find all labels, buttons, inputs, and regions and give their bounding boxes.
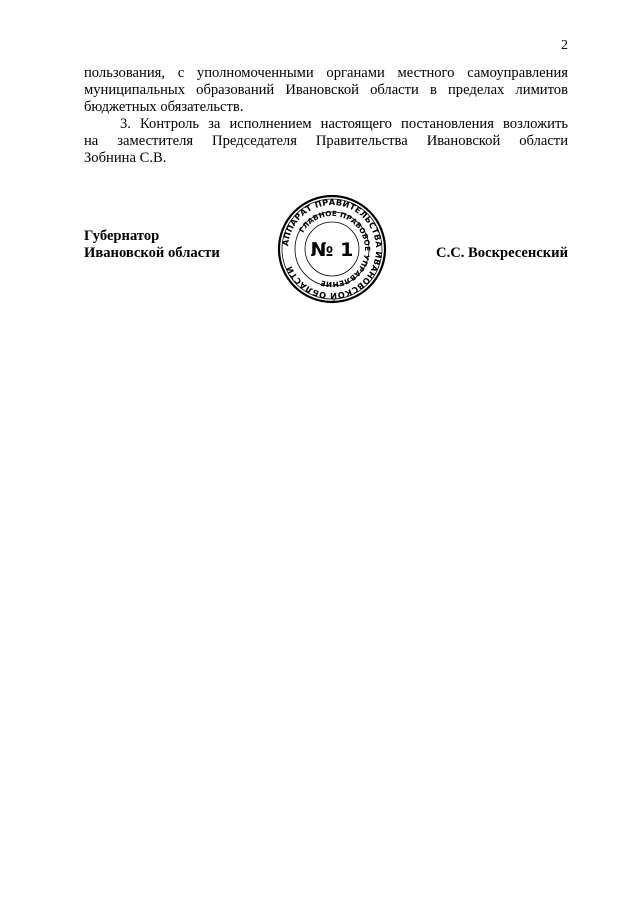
position-title: Губернатор xyxy=(84,228,160,244)
seal-center-number: № 1 xyxy=(310,239,354,261)
paragraph-continuation xyxy=(84,65,568,116)
text-line: пользования, с уполномоченными органами местного самоуправления xyxy=(84,65,568,81)
seal-inner-text: ГЛАВНОЕ ПРАВОВОЕ УПРАВЛЕНИЕ xyxy=(297,208,373,290)
text-line: 3. Контроль за исполнением настоящего постановления возложить xyxy=(120,116,568,132)
paragraph-control-clause xyxy=(84,116,568,167)
signatory-name: С.С. Воскресенский xyxy=(436,245,568,261)
document-body xyxy=(84,65,568,167)
position-region: Ивановской области xyxy=(84,245,220,261)
page-number: 2 xyxy=(561,38,568,53)
text-line: бюджетных обязательств. xyxy=(84,99,244,115)
text-line: Зобнина С.В. xyxy=(84,150,167,166)
text-line: на заместителя Председателя Правительства Ивановской области xyxy=(84,133,568,149)
seal-outer-text: АППАРАТ ПРАВИТЕЛЬСТВА ИВАНОВСКОЙ ОБЛАСТИ xyxy=(280,196,385,302)
text-line: муниципальных образований Ивановской области в пределах лимитов xyxy=(84,82,568,98)
signatory-position xyxy=(84,228,220,262)
official-seal xyxy=(277,194,387,304)
